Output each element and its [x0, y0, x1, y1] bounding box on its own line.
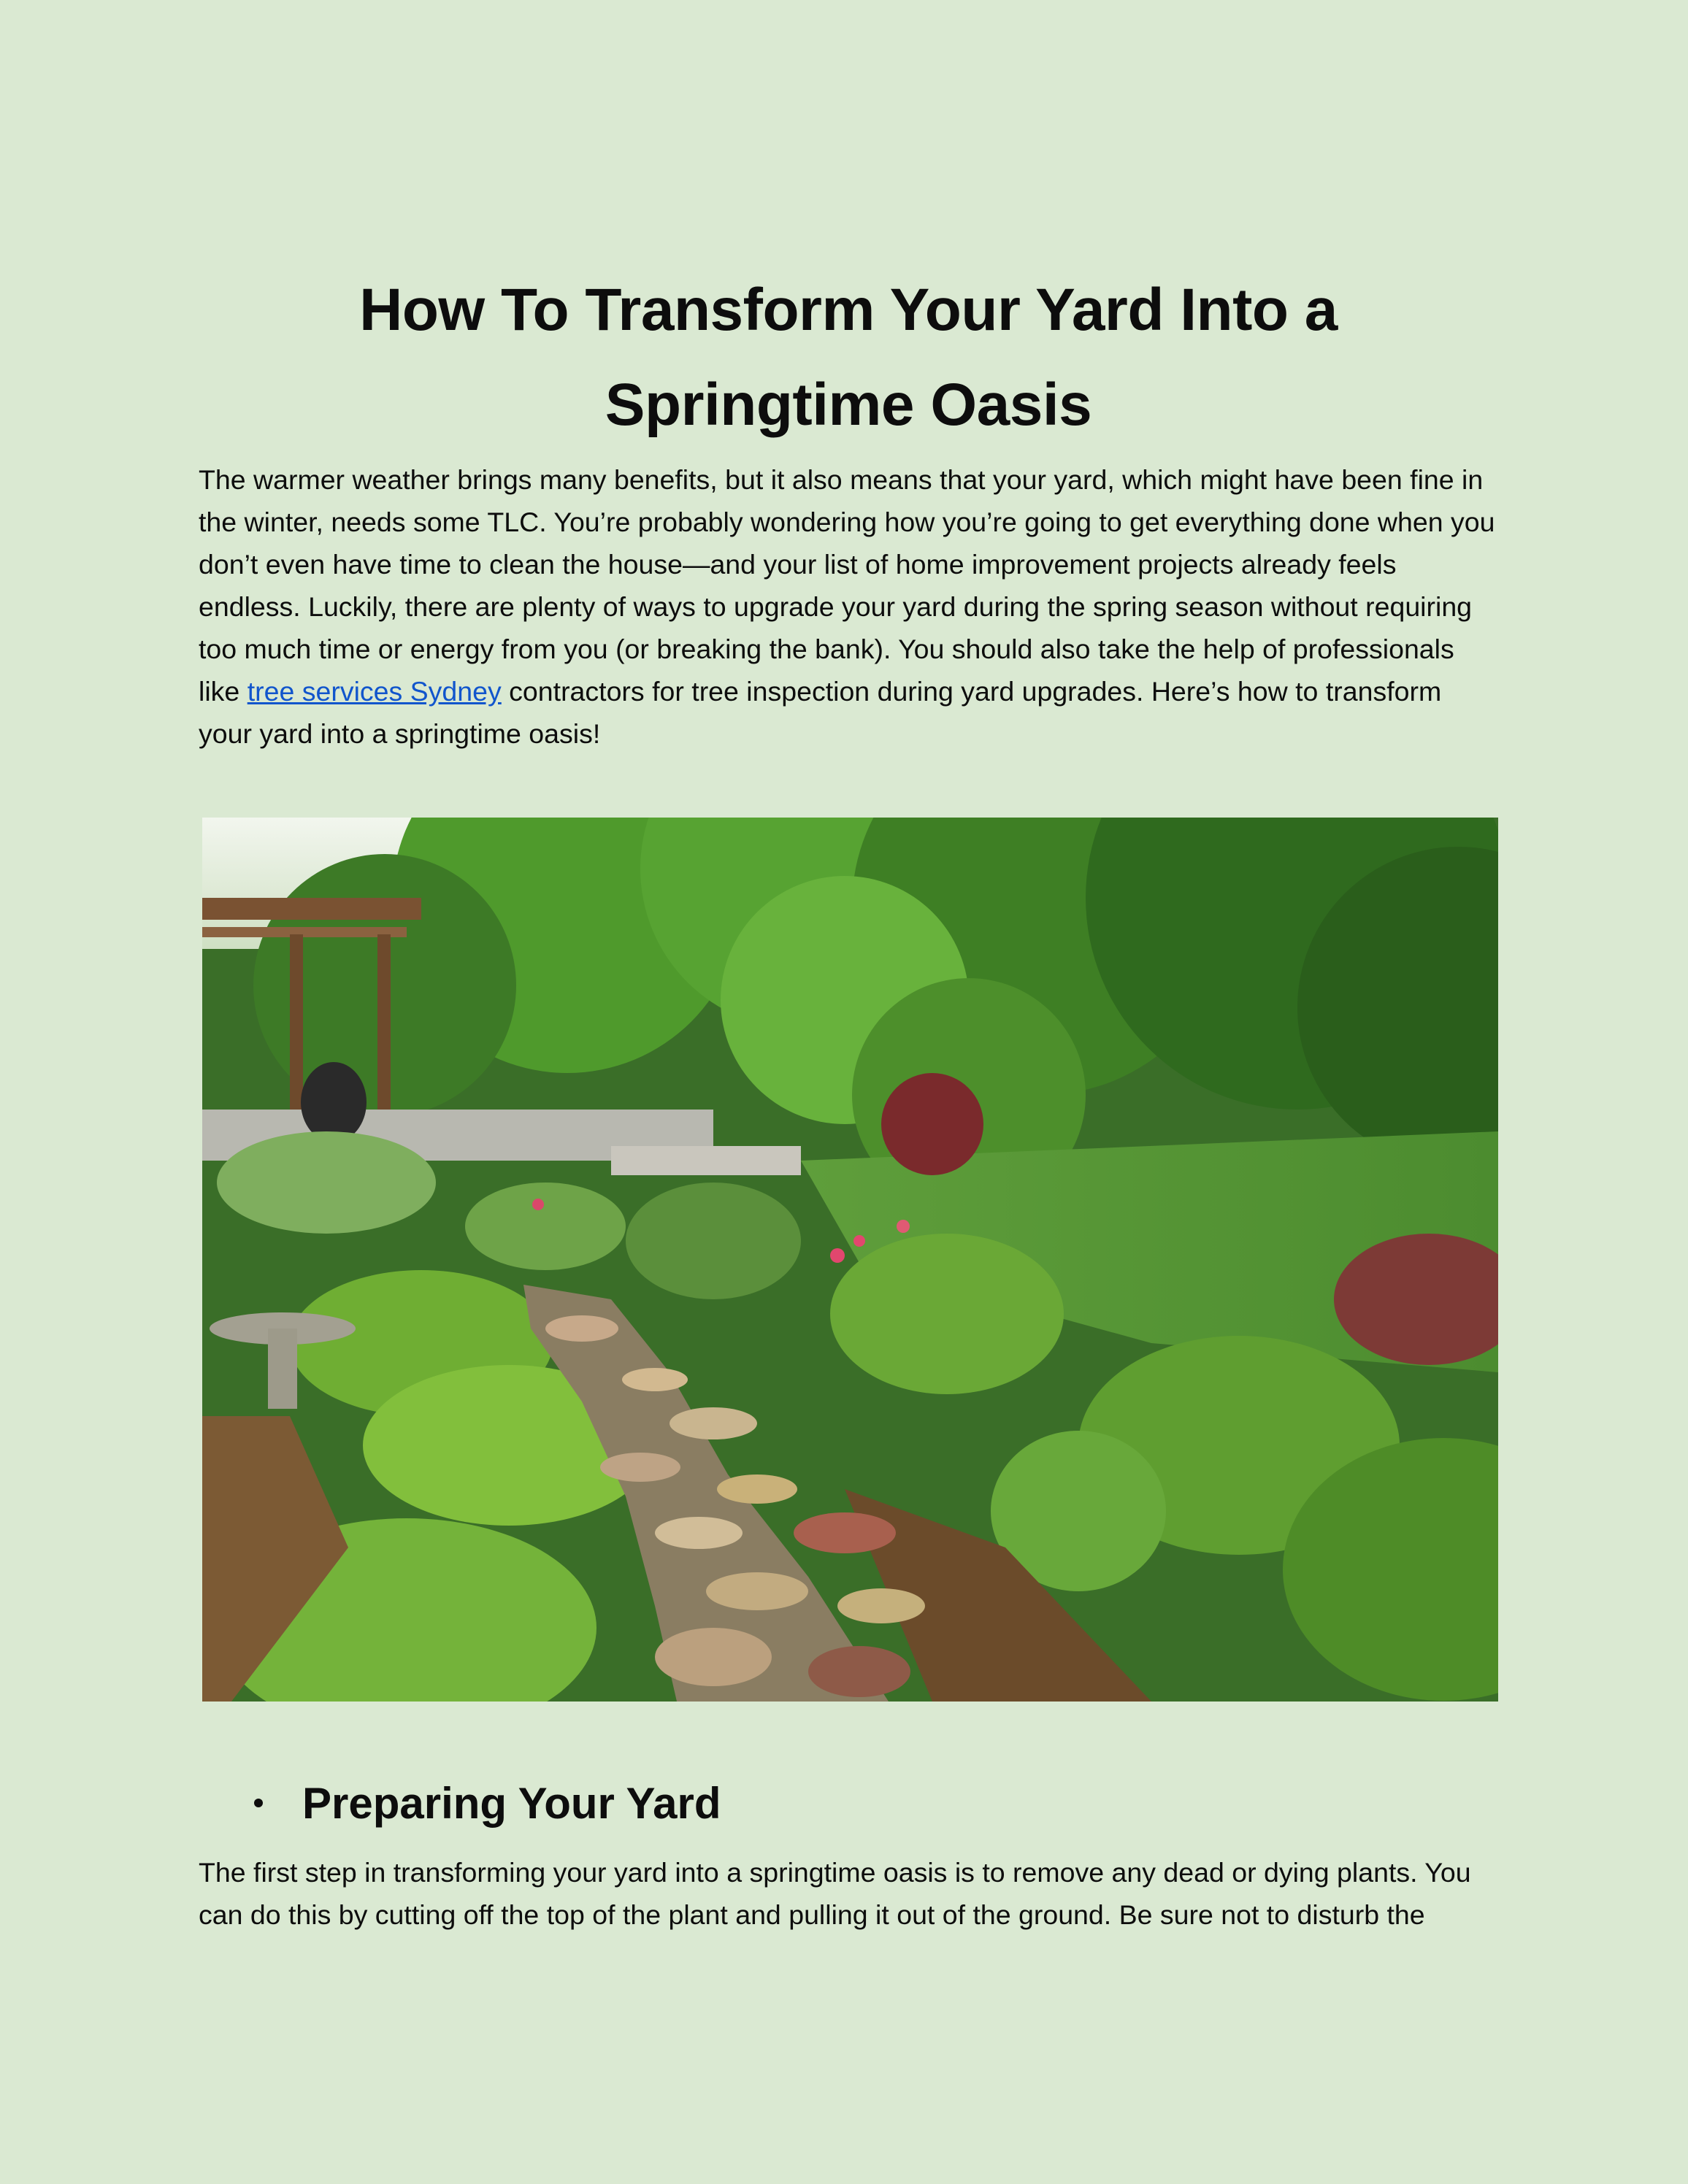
intro-text-before-link: The warmer weather brings many benefits, but it also means that your yard, which might have been fine in the winter, needs some TLC. You’re probably wondering how you’re going to get everything done when you don’t even have time to clean the house—and your list of home improvement projects already feels endless. Luckily, there are plenty of ways to upgrade your yard during the spring season without requiring too much time or energy from you (or breaking the bank). You should also take the help of professionals like — [199, 464, 1495, 707]
intro-text-after-link: contractors for tree inspection during yard upgrades. Here’s how to transform your yard into a springtime oasis! — [199, 676, 1442, 749]
intro-paragraph — [199, 458, 1498, 755]
bullet-icon — [254, 1799, 263, 1807]
section-list-item — [199, 1770, 1498, 1836]
article — [199, 263, 1498, 755]
garden-photo — [202, 818, 1498, 1702]
garden-illustration — [202, 818, 1498, 1702]
section-list — [199, 1770, 1498, 1836]
section-paragraph: The first step in transforming your yard into a springtime oasis is to remove any dead or dying plants. You can do this by cutting off the top of the plant and pulling it out of the ground. Be sure not to disturb the — [199, 1857, 1471, 1930]
article-title: How To Transform Your Yard Into a Springtime Oasis — [359, 277, 1338, 438]
section-heading: Preparing Your Yard — [302, 1778, 721, 1828]
tree-services-link[interactable]: tree services Sydney — [247, 676, 502, 707]
